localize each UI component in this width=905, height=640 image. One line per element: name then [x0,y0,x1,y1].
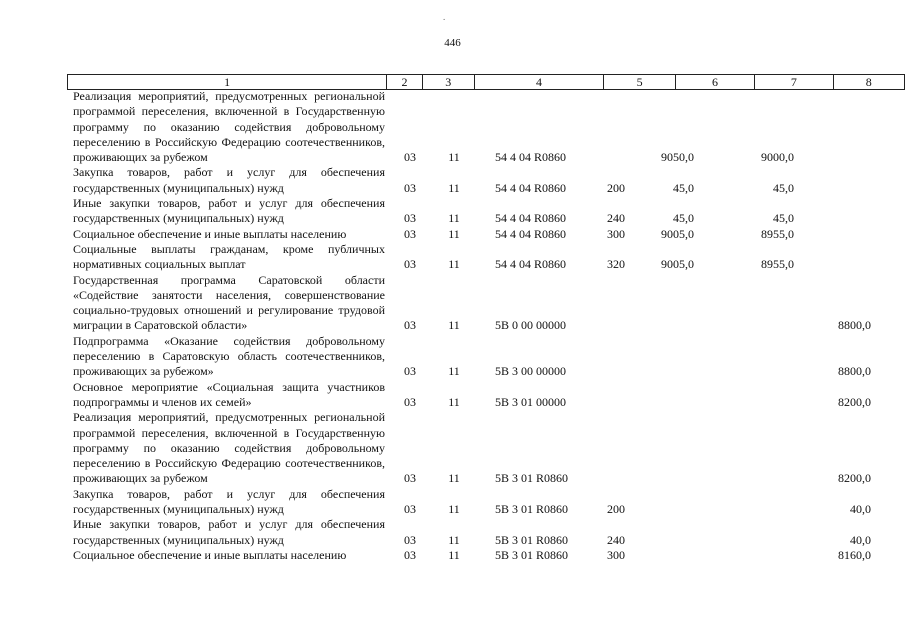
row-description: Закупка товаров, работ и услуг для обеспечения государственных (муниципальных) нужд [73,165,385,195]
row-expense-type: 320 [607,257,625,272]
scan-speck: . [443,12,446,22]
row-target-article: 5В 3 00 00000 [495,364,567,379]
row-section-code: 03 [404,180,416,195]
row-section-code: 03 [404,502,416,517]
table-row [0,380,905,411]
column-header-row [67,74,905,90]
row-target-article: 54 4 04 R0860 [495,257,567,272]
row-subsection-code: 11 [448,394,460,409]
page-number: 446 [444,37,461,49]
row-description: Иные закупки товаров, работ и услуг для обеспечения государственных (муниципальных) нужд [73,196,385,226]
column-header-8: 8 [833,75,904,90]
row-expense-type: 240 [607,211,625,226]
row-amount-col6: 9050,0 [661,150,694,165]
column-header-4: 4 [474,75,604,90]
row-target-article: 5В 0 00 00000 [495,318,567,333]
row-amount-col6: 45,0 [673,180,694,195]
row-expense-type: 300 [607,226,625,241]
table-row [0,196,905,227]
row-target-article: 5В 3 01 R0860 [495,532,569,547]
column-header-7: 7 [755,75,833,90]
row-expense-type: 240 [607,532,625,547]
table-row [0,334,905,380]
row-target-article: 5В 3 01 R0860 [495,471,569,486]
row-section-code: 03 [404,150,416,165]
row-amount-col7: 8955,0 [761,257,794,272]
row-section-code: 03 [404,226,416,241]
row-subsection-code: 11 [448,318,460,333]
row-target-article: 54 4 04 R0860 [495,150,567,165]
row-description: Социальное обеспечение и иные выплаты населению [73,547,347,562]
row-description: Основное мероприятие «Социальная защита участников подпрограммы и членов их семей» [73,379,385,409]
row-amount-col6: 9005,0 [661,226,694,241]
row-description: Социальное обеспечение и иные выплаты населению [73,226,347,241]
table-row [0,517,905,548]
row-amount-col8: 8160,0 [838,547,871,562]
row-amount-col6: 9005,0 [661,257,694,272]
table-row [0,410,905,486]
row-expense-type: 200 [607,180,625,195]
row-section-code: 03 [404,257,416,272]
row-target-article: 54 4 04 R0860 [495,211,567,226]
row-description: Реализация мероприятий, предусмотренных региональной программой переселения, включенной в Государственную программу по оказанию содействия добровольному переселению в Российскую Федерацию соотечественников, проживающих за рубежом [73,89,385,165]
row-section-code: 03 [404,211,416,226]
row-target-article: 54 4 04 R0860 [495,180,567,195]
row-subsection-code: 11 [448,226,460,241]
row-amount-col8: 8800,0 [838,318,871,333]
row-subsection-code: 11 [448,211,460,226]
row-subsection-code: 11 [448,502,460,517]
table-row [0,227,905,242]
row-amount-col8: 40,0 [850,532,871,547]
row-amount-col8: 40,0 [850,502,871,517]
row-subsection-code: 11 [448,471,460,486]
table-row [0,165,905,196]
column-header-1: 1 [68,75,387,90]
row-amount-col8: 8800,0 [838,364,871,379]
budget-table-body [0,89,905,563]
row-subsection-code: 11 [448,547,460,562]
table-row [0,273,905,334]
column-header-3: 3 [422,75,474,90]
table-row [0,242,905,273]
row-description: Подпрограмма «Оказание содействия добровольному переселению в Саратовскую область соотечественников, проживающих за рубежом» [73,333,385,379]
row-description: Социальные выплаты гражданам, кроме публичных нормативных социальных выплат [73,241,385,272]
row-target-article: 5В 3 01 R0860 [495,502,569,517]
row-section-code: 03 [404,471,416,486]
row-expense-type: 300 [607,547,625,562]
row-target-article: 5В 3 01 R0860 [495,547,569,562]
column-header-5: 5 [604,75,675,90]
column-header-2: 2 [387,75,423,90]
row-amount-col8: 8200,0 [838,471,871,486]
row-amount-col7: 9000,0 [761,150,794,165]
row-section-code: 03 [404,318,416,333]
column-header-6: 6 [675,75,754,90]
table-row [0,548,905,563]
row-subsection-code: 11 [448,364,460,379]
table-row [0,89,905,165]
row-target-article: 5В 3 01 00000 [495,394,567,409]
row-target-article: 54 4 04 R0860 [495,226,567,241]
table-row [0,487,905,518]
row-section-code: 03 [404,547,416,562]
row-expense-type: 200 [607,502,625,517]
row-subsection-code: 11 [448,150,460,165]
row-subsection-code: 11 [448,532,460,547]
row-section-code: 03 [404,532,416,547]
row-amount-col7: 45,0 [773,211,794,226]
row-amount-col7: 45,0 [773,180,794,195]
row-description: Закупка товаров, работ и услуг для обеспечения государственных (муниципальных) нужд [73,486,385,517]
row-description: Иные закупки товаров, работ и услуг для обеспечения государственных (муниципальных) нужд [73,517,385,547]
row-amount-col6: 45,0 [673,211,694,226]
row-description: Государственная программа Саратовской области «Содействие занятости населения, совершенствование социально-трудовых отношений и регулирование трудовой миграции в Саратовской области» [73,272,385,333]
row-section-code: 03 [404,394,416,409]
row-section-code: 03 [404,364,416,379]
row-subsection-code: 11 [448,257,460,272]
row-amount-col7: 8955,0 [761,226,794,241]
row-amount-col8: 8200,0 [838,394,871,409]
row-subsection-code: 11 [448,180,460,195]
row-description: Реализация мероприятий, предусмотренных региональной программой переселения, включенной в Государственную программу по оказанию содействия добровольному переселению в Российскую Федерацию соотечественников, проживающих за рубежом [73,410,385,486]
